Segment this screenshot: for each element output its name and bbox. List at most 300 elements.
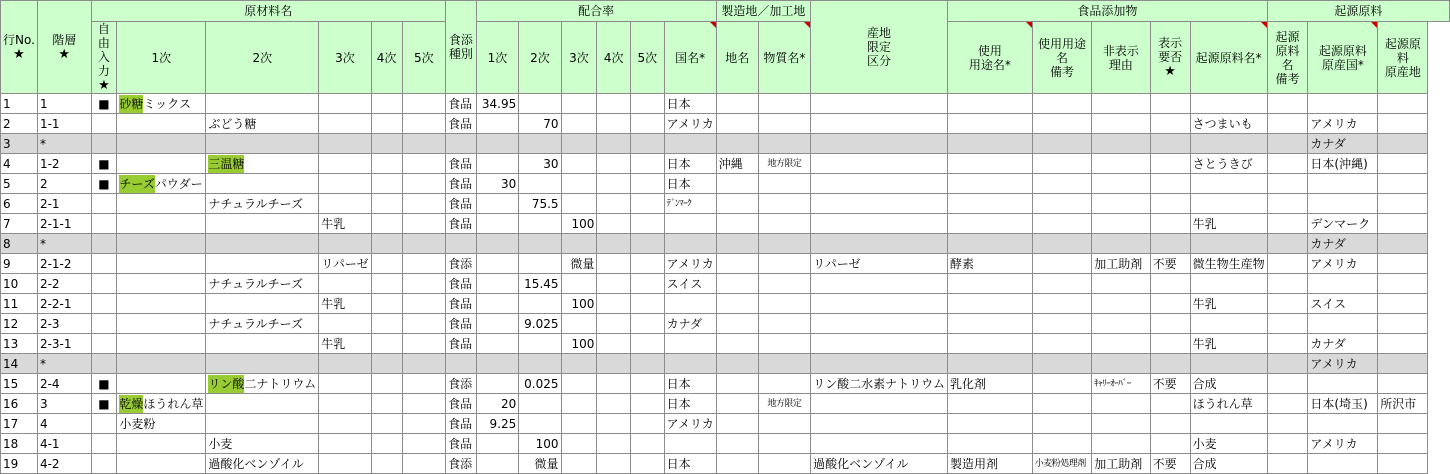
cell-ratio-2[interactable]: 30 xyxy=(519,154,561,174)
cell-display-need[interactable]: 不要 xyxy=(1150,454,1190,474)
cell-place[interactable] xyxy=(716,254,758,274)
cell-substance[interactable] xyxy=(811,354,948,374)
cell-source-place[interactable] xyxy=(1378,194,1428,214)
cell-place[interactable] xyxy=(716,174,758,194)
cell-level-2[interactable] xyxy=(206,234,319,254)
cell-level-5[interactable] xyxy=(402,154,446,174)
cell-level-2[interactable] xyxy=(206,114,319,134)
cell-free-input[interactable] xyxy=(91,414,117,434)
cell-level-4[interactable] xyxy=(371,234,402,254)
cell-substance[interactable] xyxy=(811,274,948,294)
cell-level-4[interactable] xyxy=(371,454,402,474)
cell-display-need[interactable] xyxy=(1150,274,1190,294)
cell-source-country[interactable]: アメリカ xyxy=(1308,254,1378,274)
cell-usage-note[interactable] xyxy=(1032,334,1091,354)
cell-origin-limit[interactable] xyxy=(758,354,810,374)
cell-level-5[interactable] xyxy=(402,114,446,134)
cell-level-2[interactable] xyxy=(206,214,319,234)
cell-level-2[interactable] xyxy=(206,134,319,154)
cell-level-1[interactable] xyxy=(117,174,206,194)
cell-source-name[interactable]: 微生物生産物 xyxy=(1190,254,1267,274)
cell-ratio-5[interactable] xyxy=(631,134,665,154)
cell-source-country[interactable]: カナダ xyxy=(1308,134,1378,154)
cell-place[interactable] xyxy=(716,234,758,254)
cell-layer[interactable]: * xyxy=(37,234,91,254)
cell-level-4[interactable] xyxy=(371,334,402,354)
cell-ratio-3[interactable] xyxy=(561,194,597,214)
cell-substance[interactable]: 過酸化ベンゾイル xyxy=(811,454,948,474)
cell-ratio-3[interactable] xyxy=(561,114,597,134)
cell-layer[interactable]: 2-4 xyxy=(37,374,91,394)
cell-level-5[interactable] xyxy=(402,174,446,194)
cell-ratio-4[interactable] xyxy=(597,274,631,294)
cell-origin-limit[interactable] xyxy=(758,194,810,214)
cell-layer[interactable]: 2-3-1 xyxy=(37,334,91,354)
cell-country[interactable] xyxy=(664,354,716,374)
cell-usage-note[interactable] xyxy=(1032,394,1091,414)
cell-ratio-2[interactable]: 100 xyxy=(519,434,561,454)
cell-usage[interactable] xyxy=(948,214,1033,234)
cell-free-input[interactable] xyxy=(91,214,117,234)
cell-display-need[interactable] xyxy=(1150,434,1190,454)
cell-level-4[interactable] xyxy=(371,274,402,294)
cell-usage[interactable] xyxy=(948,274,1033,294)
cell-source-note[interactable] xyxy=(1267,334,1308,354)
cell-free-input[interactable] xyxy=(91,434,117,454)
cell-row-no[interactable]: 4 xyxy=(1,154,38,174)
cell-level-1[interactable] xyxy=(117,154,206,174)
cell-ratio-2[interactable]: 0.025 xyxy=(519,374,561,394)
cell-country[interactable] xyxy=(664,134,716,154)
cell-source-country[interactable] xyxy=(1308,194,1378,214)
cell-origin-limit[interactable] xyxy=(758,254,810,274)
cell-ratio-1[interactable] xyxy=(476,274,519,294)
cell-level-5[interactable] xyxy=(402,414,446,434)
cell-substance[interactable] xyxy=(811,314,948,334)
cell-non-display-reason[interactable] xyxy=(1092,154,1150,174)
cell-level-3[interactable] xyxy=(319,394,371,414)
cell-country[interactable] xyxy=(664,234,716,254)
cell-usage[interactable] xyxy=(948,134,1033,154)
cell-display-need[interactable] xyxy=(1150,114,1190,134)
cell-level-1[interactable] xyxy=(117,194,206,214)
cell-free-input[interactable] xyxy=(91,114,117,134)
cell-ratio-1[interactable] xyxy=(476,454,519,474)
cell-ratio-2[interactable] xyxy=(519,394,561,414)
cell-ratio-4[interactable] xyxy=(597,294,631,314)
cell-non-display-reason[interactable] xyxy=(1092,114,1150,134)
cell-place[interactable]: 沖縄 xyxy=(716,154,758,174)
cell-display-need[interactable] xyxy=(1150,214,1190,234)
comment-indicator-icon[interactable] xyxy=(1371,22,1377,28)
cell-non-display-reason[interactable] xyxy=(1092,354,1150,374)
cell-ratio-1[interactable] xyxy=(476,334,519,354)
cell-usage[interactable] xyxy=(948,294,1033,314)
cell-country[interactable]: 日本 xyxy=(664,154,716,174)
cell-level-5[interactable] xyxy=(402,194,446,214)
cell-source-note[interactable] xyxy=(1267,94,1308,114)
cell-free-input[interactable]: ■ xyxy=(91,154,117,174)
cell-food-additive-type[interactable]: 食品 xyxy=(446,214,477,234)
cell-ratio-4[interactable] xyxy=(597,174,631,194)
cell-ratio-2[interactable]: 微量 xyxy=(519,454,561,474)
cell-source-note[interactable] xyxy=(1267,434,1308,454)
cell-source-place[interactable] xyxy=(1378,414,1428,434)
cell-level-5[interactable] xyxy=(402,274,446,294)
cell-ratio-2[interactable] xyxy=(519,174,561,194)
cell-level-1[interactable] xyxy=(117,414,206,434)
cell-ratio-5[interactable] xyxy=(631,254,665,274)
cell-source-name[interactable] xyxy=(1190,194,1267,214)
cell-layer[interactable]: * xyxy=(37,134,91,154)
cell-ratio-3[interactable] xyxy=(561,434,597,454)
cell-ratio-4[interactable] xyxy=(597,374,631,394)
cell-layer[interactable]: 2-2-1 xyxy=(37,294,91,314)
cell-ratio-3[interactable] xyxy=(561,154,597,174)
cell-level-1[interactable] xyxy=(117,394,206,414)
cell-ratio-3[interactable] xyxy=(561,354,597,374)
comment-indicator-icon[interactable] xyxy=(710,22,716,28)
cell-ratio-2[interactable] xyxy=(519,414,561,434)
cell-ratio-3[interactable] xyxy=(561,94,597,114)
cell-ratio-2[interactable] xyxy=(519,294,561,314)
cell-non-display-reason[interactable]: ｷｬﾘｰｵｰﾊﾞｰ xyxy=(1092,374,1150,394)
cell-display-need[interactable] xyxy=(1150,414,1190,434)
cell-non-display-reason[interactable] xyxy=(1092,194,1150,214)
cell-ratio-4[interactable] xyxy=(597,214,631,234)
cell-ratio-3[interactable]: 100 xyxy=(561,334,597,354)
cell-origin-limit[interactable] xyxy=(758,454,810,474)
cell-level-3[interactable] xyxy=(319,154,371,174)
cell-ratio-4[interactable] xyxy=(597,394,631,414)
cell-food-additive-type[interactable] xyxy=(446,354,477,374)
cell-source-place[interactable] xyxy=(1378,174,1428,194)
cell-level-3[interactable] xyxy=(319,94,371,114)
cell-usage-note[interactable] xyxy=(1032,254,1091,274)
cell-source-country[interactable] xyxy=(1308,414,1378,434)
cell-country[interactable]: 日本 xyxy=(664,174,716,194)
cell-row-no[interactable]: 14 xyxy=(1,354,38,374)
cell-display-need[interactable] xyxy=(1150,134,1190,154)
cell-non-display-reason[interactable]: 加工助剤 xyxy=(1092,454,1150,474)
cell-level-5[interactable] xyxy=(402,94,446,114)
cell-ratio-5[interactable] xyxy=(631,394,665,414)
cell-ratio-4[interactable] xyxy=(597,254,631,274)
cell-source-place[interactable] xyxy=(1378,374,1428,394)
cell-usage[interactable]: 酵素 xyxy=(948,254,1033,274)
cell-level-3[interactable] xyxy=(319,214,371,234)
cell-place[interactable] xyxy=(716,314,758,334)
cell-substance[interactable] xyxy=(811,394,948,414)
cell-level-4[interactable] xyxy=(371,114,402,134)
cell-level-1[interactable] xyxy=(117,374,206,394)
cell-usage-note[interactable] xyxy=(1032,374,1091,394)
cell-origin-limit[interactable] xyxy=(758,414,810,434)
cell-level-1[interactable] xyxy=(117,314,206,334)
cell-ratio-5[interactable] xyxy=(631,174,665,194)
cell-country[interactable]: 日本 xyxy=(664,394,716,414)
cell-free-input[interactable] xyxy=(91,274,117,294)
cell-ratio-1[interactable] xyxy=(476,214,519,234)
cell-layer[interactable]: 2-3 xyxy=(37,314,91,334)
cell-usage[interactable] xyxy=(948,334,1033,354)
cell-source-name[interactable]: 牛乳 xyxy=(1190,334,1267,354)
cell-source-note[interactable] xyxy=(1267,414,1308,434)
cell-origin-limit[interactable] xyxy=(758,274,810,294)
cell-layer[interactable]: 2-1 xyxy=(37,194,91,214)
cell-level-1[interactable] xyxy=(117,214,206,234)
cell-ratio-1[interactable] xyxy=(476,154,519,174)
cell-source-note[interactable] xyxy=(1267,294,1308,314)
cell-usage[interactable] xyxy=(948,174,1033,194)
cell-ratio-1[interactable] xyxy=(476,374,519,394)
cell-row-no[interactable]: 6 xyxy=(1,194,38,214)
cell-source-note[interactable] xyxy=(1267,354,1308,374)
cell-origin-limit[interactable]: 地方限定 xyxy=(758,394,810,414)
cell-usage-note[interactable] xyxy=(1032,294,1091,314)
cell-ratio-5[interactable] xyxy=(631,94,665,114)
cell-layer[interactable]: 1 xyxy=(37,94,91,114)
cell-level-1[interactable] xyxy=(117,354,206,374)
cell-level-2[interactable] xyxy=(206,174,319,194)
cell-ratio-2[interactable] xyxy=(519,214,561,234)
cell-ratio-1[interactable] xyxy=(476,434,519,454)
cell-substance[interactable]: リパーゼ xyxy=(811,254,948,274)
cell-level-4[interactable] xyxy=(371,134,402,154)
cell-source-name[interactable] xyxy=(1190,174,1267,194)
cell-source-country[interactable]: 日本(沖縄) xyxy=(1308,154,1378,174)
cell-usage-note[interactable] xyxy=(1032,134,1091,154)
cell-row-no[interactable]: 16 xyxy=(1,394,38,414)
cell-source-place[interactable] xyxy=(1378,214,1428,234)
cell-non-display-reason[interactable] xyxy=(1092,94,1150,114)
cell-row-no[interactable]: 1 xyxy=(1,94,38,114)
cell-ratio-3[interactable] xyxy=(561,414,597,434)
cell-level-3[interactable] xyxy=(319,294,371,314)
cell-ratio-2[interactable] xyxy=(519,354,561,374)
cell-level-2[interactable] xyxy=(206,414,319,434)
cell-usage[interactable] xyxy=(948,354,1033,374)
cell-level-5[interactable] xyxy=(402,294,446,314)
cell-non-display-reason[interactable] xyxy=(1092,214,1150,234)
cell-ratio-3[interactable] xyxy=(561,234,597,254)
cell-level-4[interactable] xyxy=(371,214,402,234)
cell-substance[interactable] xyxy=(811,154,948,174)
cell-place[interactable] xyxy=(716,214,758,234)
cell-ratio-5[interactable] xyxy=(631,354,665,374)
cell-ratio-4[interactable] xyxy=(597,314,631,334)
cell-food-additive-type[interactable]: 食品 xyxy=(446,294,477,314)
cell-ratio-3[interactable]: 100 xyxy=(561,294,597,314)
cell-ratio-5[interactable] xyxy=(631,414,665,434)
cell-usage-note[interactable] xyxy=(1032,194,1091,214)
cell-usage-note[interactable] xyxy=(1032,354,1091,374)
cell-non-display-reason[interactable] xyxy=(1092,174,1150,194)
cell-level-4[interactable] xyxy=(371,154,402,174)
comment-indicator-icon[interactable] xyxy=(1261,22,1267,28)
cell-place[interactable] xyxy=(716,94,758,114)
cell-ratio-1[interactable] xyxy=(476,234,519,254)
cell-row-no[interactable]: 11 xyxy=(1,294,38,314)
cell-display-need[interactable]: 不要 xyxy=(1150,374,1190,394)
cell-level-5[interactable] xyxy=(402,234,446,254)
cell-ratio-1[interactable] xyxy=(476,114,519,134)
cell-level-4[interactable] xyxy=(371,354,402,374)
cell-source-name[interactable] xyxy=(1190,274,1267,294)
cell-source-note[interactable] xyxy=(1267,374,1308,394)
cell-source-note[interactable] xyxy=(1267,314,1308,334)
cell-level-1[interactable] xyxy=(117,454,206,474)
cell-source-note[interactable] xyxy=(1267,114,1308,134)
cell-level-3[interactable] xyxy=(319,174,371,194)
cell-level-3[interactable] xyxy=(319,234,371,254)
cell-level-5[interactable] xyxy=(402,354,446,374)
cell-source-place[interactable] xyxy=(1378,234,1428,254)
cell-usage[interactable] xyxy=(948,434,1033,454)
cell-level-3[interactable] xyxy=(319,314,371,334)
cell-usage-note[interactable] xyxy=(1032,234,1091,254)
cell-source-place[interactable]: 所沢市 xyxy=(1378,394,1428,414)
cell-substance[interactable] xyxy=(811,434,948,454)
cell-usage-note[interactable] xyxy=(1032,274,1091,294)
cell-level-1[interactable] xyxy=(117,94,206,114)
cell-level-3[interactable] xyxy=(319,454,371,474)
cell-level-5[interactable] xyxy=(402,374,446,394)
cell-origin-limit[interactable] xyxy=(758,434,810,454)
cell-origin-limit[interactable] xyxy=(758,174,810,194)
cell-origin-limit[interactable] xyxy=(758,334,810,354)
cell-ratio-5[interactable] xyxy=(631,374,665,394)
cell-food-additive-type[interactable]: 食品 xyxy=(446,334,477,354)
cell-country[interactable]: 日本 xyxy=(664,454,716,474)
cell-level-4[interactable] xyxy=(371,94,402,114)
cell-country[interactable] xyxy=(664,294,716,314)
cell-country[interactable]: スイス xyxy=(664,274,716,294)
cell-level-2[interactable] xyxy=(206,434,319,454)
cell-place[interactable] xyxy=(716,194,758,214)
cell-source-country[interactable] xyxy=(1308,454,1378,474)
cell-level-2[interactable] xyxy=(206,334,319,354)
cell-ratio-5[interactable] xyxy=(631,294,665,314)
cell-usage-note[interactable] xyxy=(1032,154,1091,174)
cell-ratio-2[interactable] xyxy=(519,234,561,254)
cell-source-country[interactable]: 日本(埼玉) xyxy=(1308,394,1378,414)
cell-level-3[interactable] xyxy=(319,254,371,274)
cell-substance[interactable] xyxy=(811,294,948,314)
cell-food-additive-type[interactable] xyxy=(446,234,477,254)
cell-non-display-reason[interactable] xyxy=(1092,334,1150,354)
cell-source-note[interactable] xyxy=(1267,394,1308,414)
cell-layer[interactable]: 4-1 xyxy=(37,434,91,454)
cell-ratio-3[interactable]: 微量 xyxy=(561,254,597,274)
cell-source-name[interactable]: ほうれん草 xyxy=(1190,394,1267,414)
cell-food-additive-type[interactable]: 食品 xyxy=(446,434,477,454)
cell-free-input[interactable] xyxy=(91,354,117,374)
cell-row-no[interactable]: 7 xyxy=(1,214,38,234)
cell-place[interactable] xyxy=(716,414,758,434)
cell-level-3[interactable] xyxy=(319,414,371,434)
cell-layer[interactable]: 4 xyxy=(37,414,91,434)
cell-level-1[interactable] xyxy=(117,254,206,274)
cell-level-4[interactable] xyxy=(371,294,402,314)
cell-display-need[interactable] xyxy=(1150,314,1190,334)
cell-usage[interactable] xyxy=(948,194,1033,214)
cell-source-place[interactable] xyxy=(1378,154,1428,174)
cell-level-2[interactable] xyxy=(206,394,319,414)
cell-source-name[interactable] xyxy=(1190,94,1267,114)
cell-non-display-reason[interactable] xyxy=(1092,414,1150,434)
cell-source-name[interactable] xyxy=(1190,234,1267,254)
cell-source-place[interactable] xyxy=(1378,314,1428,334)
cell-level-3[interactable] xyxy=(319,354,371,374)
cell-level-4[interactable] xyxy=(371,434,402,454)
cell-source-country[interactable]: スイス xyxy=(1308,294,1378,314)
cell-ratio-2[interactable]: 9.025 xyxy=(519,314,561,334)
cell-food-additive-type[interactable]: 食品 xyxy=(446,414,477,434)
cell-source-country[interactable] xyxy=(1308,374,1378,394)
cell-usage[interactable] xyxy=(948,394,1033,414)
cell-ratio-4[interactable] xyxy=(597,154,631,174)
cell-free-input[interactable]: ■ xyxy=(91,94,117,114)
cell-usage[interactable] xyxy=(948,234,1033,254)
cell-food-additive-type[interactable]: 食品 xyxy=(446,194,477,214)
cell-ratio-3[interactable] xyxy=(561,134,597,154)
cell-level-5[interactable] xyxy=(402,394,446,414)
cell-ratio-2[interactable] xyxy=(519,94,561,114)
cell-level-3[interactable] xyxy=(319,334,371,354)
cell-level-4[interactable] xyxy=(371,374,402,394)
cell-source-name[interactable]: さつまいも xyxy=(1190,114,1267,134)
cell-source-name[interactable] xyxy=(1190,134,1267,154)
cell-ratio-1[interactable] xyxy=(476,194,519,214)
cell-source-place[interactable] xyxy=(1378,134,1428,154)
cell-source-name[interactable]: 合成 xyxy=(1190,454,1267,474)
cell-row-no[interactable]: 12 xyxy=(1,314,38,334)
cell-ratio-4[interactable] xyxy=(597,134,631,154)
cell-ratio-4[interactable] xyxy=(597,434,631,454)
cell-level-5[interactable] xyxy=(402,134,446,154)
cell-origin-limit[interactable] xyxy=(758,214,810,234)
cell-source-name[interactable]: 牛乳 xyxy=(1190,294,1267,314)
cell-level-4[interactable] xyxy=(371,314,402,334)
cell-free-input[interactable]: ■ xyxy=(91,174,117,194)
cell-level-2[interactable] xyxy=(206,154,319,174)
cell-source-place[interactable] xyxy=(1378,354,1428,374)
cell-ratio-3[interactable] xyxy=(561,454,597,474)
cell-non-display-reason[interactable] xyxy=(1092,294,1150,314)
cell-display-need[interactable] xyxy=(1150,194,1190,214)
cell-row-no[interactable]: 5 xyxy=(1,174,38,194)
cell-origin-limit[interactable] xyxy=(758,374,810,394)
cell-usage-note[interactable] xyxy=(1032,414,1091,434)
cell-row-no[interactable]: 15 xyxy=(1,374,38,394)
cell-level-2[interactable] xyxy=(206,254,319,274)
cell-level-1[interactable] xyxy=(117,234,206,254)
cell-display-need[interactable] xyxy=(1150,154,1190,174)
cell-ratio-3[interactable] xyxy=(561,394,597,414)
cell-food-additive-type[interactable]: 食添 xyxy=(446,454,477,474)
cell-source-name[interactable]: 合成 xyxy=(1190,374,1267,394)
cell-usage[interactable]: 製造用剤 xyxy=(948,454,1033,474)
cell-display-need[interactable] xyxy=(1150,94,1190,114)
cell-place[interactable] xyxy=(716,434,758,454)
cell-level-4[interactable] xyxy=(371,414,402,434)
cell-free-input[interactable] xyxy=(91,294,117,314)
cell-origin-limit[interactable] xyxy=(758,234,810,254)
cell-non-display-reason[interactable] xyxy=(1092,314,1150,334)
cell-layer[interactable]: 2-2 xyxy=(37,274,91,294)
cell-place[interactable] xyxy=(716,114,758,134)
